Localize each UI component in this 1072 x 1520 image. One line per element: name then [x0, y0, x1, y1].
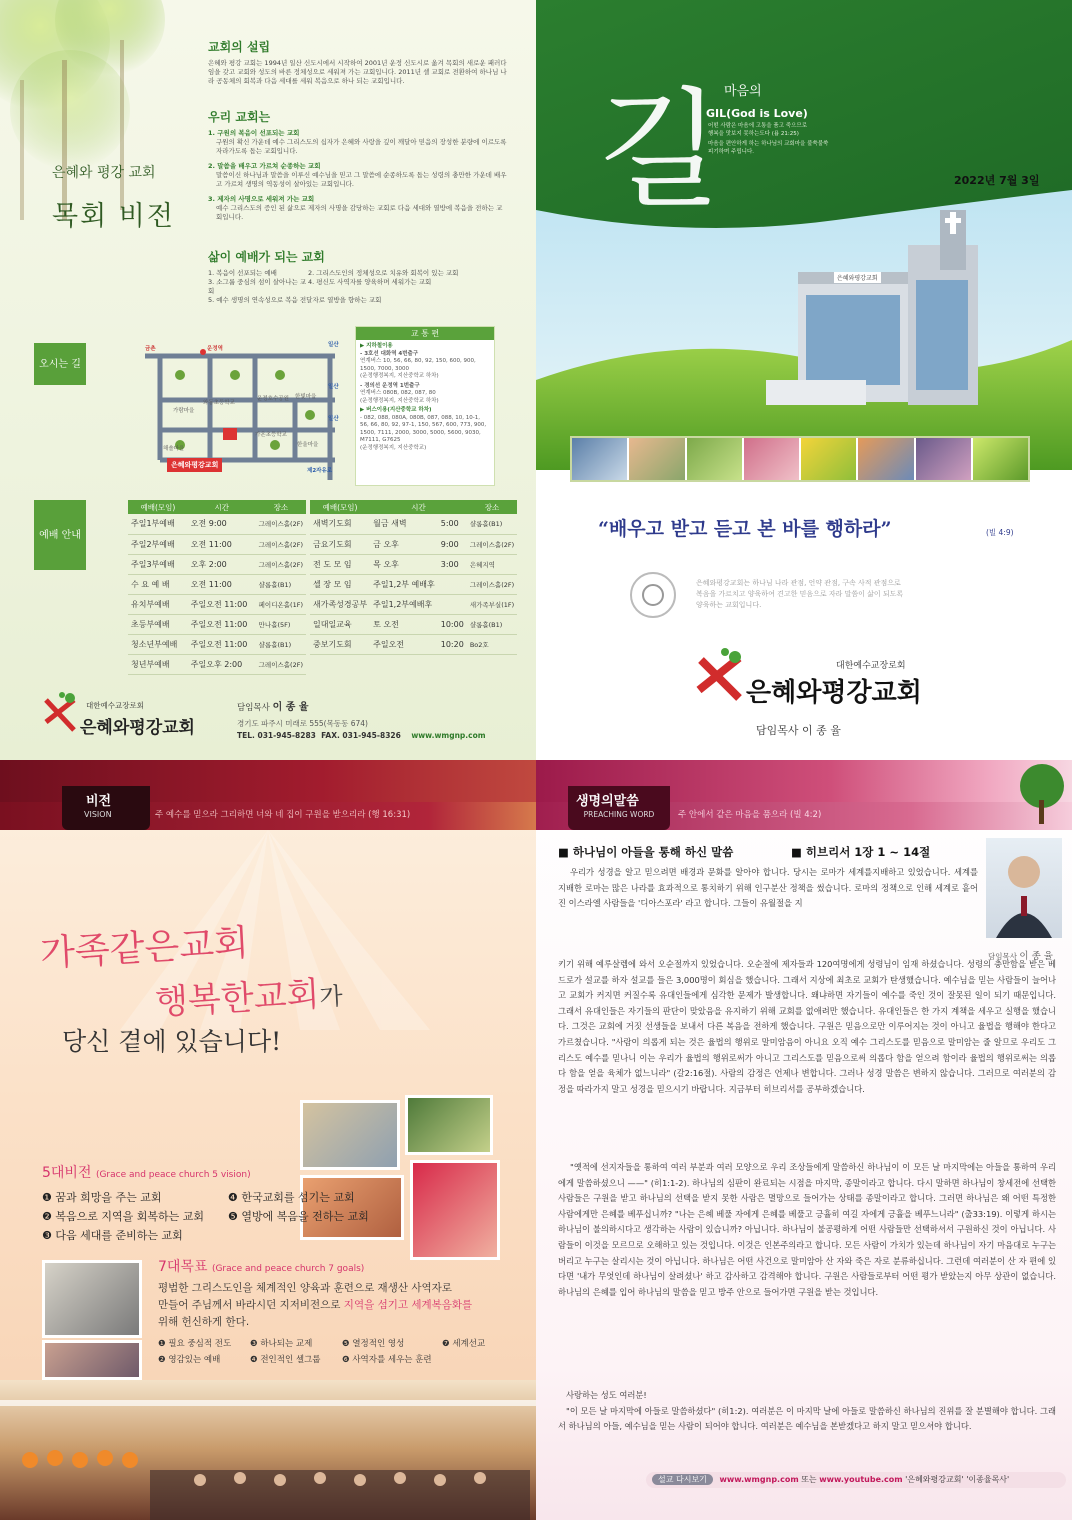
founding-body: 은혜와 평강 교회는 1994년 일산 신도시에서 시작하여 2001년 운정 신도시로 옮겨 목회의 새로운 패러다임을 갖고 교회와 성도의 바른 정체성으로 세워져 가는 교회입니다. 2011년 셀 교회로 전환하여 하나님 나라 공동체의 회복과 다음 세대를 세워 복음으로 하나 되는 교회입니다.	[208, 59, 507, 85]
service-time: 오전 9:00	[188, 514, 256, 534]
church-intro	[696, 578, 903, 611]
item-body: 예수 그리스도의 증인 된 삶으로 제자의 사명을 감당하는 교회로 다음 세대와 열방에 복음을 전하는 교회입니다.	[216, 204, 503, 221]
service-hour: 3:00	[438, 554, 467, 574]
photo	[572, 438, 627, 480]
photo-children	[410, 1160, 500, 1260]
service-row	[310, 534, 517, 554]
vision-verse: 주 예수를 믿으라 그리하면 너와 네 집이 구원을 받으리라 (행 16:31)	[155, 810, 411, 820]
replay-or: 또는	[801, 1475, 817, 1484]
five-vision-item: ❺ 열방에 복음을 전하는 교회	[228, 1210, 369, 1223]
service-name: 중보기도회	[310, 634, 370, 654]
service-row	[128, 574, 306, 594]
worship-item: 2. 그리스도인의 정체성으로 치유와 회복이 있는 교회	[308, 269, 459, 277]
worship-list	[208, 269, 518, 296]
our-church-item	[208, 129, 508, 156]
service-place: 새가족부실(1F)	[467, 594, 517, 614]
church-logo	[40, 692, 80, 736]
photo-choir	[42, 1260, 142, 1338]
sermon-body-part2	[558, 1160, 1056, 1378]
vision-panel	[0, 0, 536, 760]
cover-subtitle-line: 피기하며 주립니다.	[708, 148, 755, 155]
cover-subtitle-line: 어떤 사람은 마음에 고통을 품고 죽으므로	[708, 123, 808, 129]
sermon-greeting: 사랑하는 성도 여러분!	[566, 1390, 647, 1400]
our-church-heading: 우리 교회는	[208, 110, 271, 124]
item-body: 말씀이신 하나님과 말씀을 이루신 예수님을 믿고 그 말씀에 순종하도록 돕는 성령의 충만한 가운데 배우고 가르쳐 생명의 역동성이 살아있는 교회입니다.	[216, 171, 507, 188]
cover-denomination: 대한예수교장로회	[836, 661, 906, 671]
five-vision-item: ❷ 복음으로 지역을 회복하는 교회	[42, 1210, 204, 1223]
footer-fax: FAX. 031-945-8326	[321, 731, 401, 740]
item-body: 구원의 확신 가운데 예수 그리스도의 십자가 은혜와 사랑을 깊이 깨달아 믿음의 장성한 분량에 이르도록 자라가도록 돕는 교회입니다.	[216, 138, 507, 155]
service-row	[128, 554, 306, 574]
map	[135, 340, 350, 490]
service-name: 청년부예배	[128, 654, 188, 674]
worship-heading: 삶이 예배가 되는 교회	[208, 250, 325, 264]
service-row	[128, 614, 306, 634]
service-place: 만나홀(5F)	[256, 614, 306, 634]
replay-youtube-link[interactable]: www.youtube.com	[819, 1475, 903, 1484]
five-vision-item: ❶ 꿈과 희망을 주는 교회	[42, 1191, 162, 1204]
bulletin-date: 2022년 7월 3일	[954, 174, 1040, 187]
column-header: 시간	[188, 500, 256, 514]
service-time: 목 오후	[370, 554, 438, 574]
seven-goals-title	[158, 1256, 364, 1276]
service-row	[128, 514, 306, 534]
service-name: 금요기도회	[310, 534, 370, 554]
service-name: 전 도 모 임	[310, 554, 370, 574]
seven-body-line: 위해 헌신하게 한다.	[158, 1316, 250, 1328]
photo-worship-service	[0, 1380, 536, 1520]
seven-title: 7대목표	[158, 1259, 208, 1275]
service-name: 청소년부예배	[128, 634, 188, 654]
service-name: 새벽기도회	[310, 514, 370, 534]
founding-section	[208, 38, 508, 86]
service-time: 주일1,2부예배후	[370, 594, 438, 614]
intro-line: 은혜와평강교회는 하나님 나라 관점, 언약 관점, 구속 사적 관점으로	[696, 579, 901, 587]
worship-item: 4. 평신도 사역자를 양육하며 세워가는 교회	[308, 278, 432, 286]
transit-bus-label: ▶ 버스이용(지산중학교 하차)	[360, 407, 432, 413]
service-place: 샬롬홀(B1)	[467, 614, 517, 634]
item-title: 2. 말씀을 배우고 가르쳐 순종하는 교회	[208, 162, 321, 170]
sermon-page	[536, 760, 1072, 1520]
service-row	[310, 514, 517, 534]
sermon-verse: 주 안에서 같은 마음을 품으라 (빌 4:2)	[678, 810, 822, 820]
service-time: 주일오전 11:00	[188, 614, 256, 634]
transit-subway-label: ▶ 지하철이용	[360, 343, 393, 349]
transit-box	[355, 326, 495, 486]
sermon-body-part3	[558, 1388, 1056, 1466]
five-vision-item: ❸ 다음 세대를 준비하는 교회	[42, 1229, 183, 1242]
service-name: 새가족성경공부	[310, 594, 370, 614]
photo	[973, 438, 1028, 480]
service-place: 그레이스홀(2F)	[256, 514, 306, 534]
tree-icon	[1006, 760, 1072, 830]
footer-contact	[237, 731, 486, 740]
church-seal	[630, 572, 676, 618]
sermon-paragraph: 키기 위해 예루살렘에 와서 오순절까지 있었습니다. 오순절에 제자들과 120여명에게 성령님이 임재 하셨습니다. 성령의 충만함을 받은 베드로가 설교를 하자 설교를 들은 3,000명이 회심을 했습니다. 그래서 지상에 최초로 교회가 탄생했습니다. 예수님을 믿는 사람들이 늘어나고 교회가 커지면 커질수록 유대인들에게 심각한 문제가 발생합니다. 왜냐하면 자기들이 예수를 죽인 것이 잘못된 일이 되기 때문입니다. 그래서 유대인들은 자기들의 판단이 맞았음을 유지하기 위해 교회를 없애려만 했습니다. 유대인들은 한 가지 계책을 세우고 실행을 했습니다. 그것은 교회에 거짓 선생들을 보내서 다른 복음을 전하게 했습니다. 구원은 믿음으로만 이루어지는 것이 아니고 율법을 행해야 한다고 가르쳤습니다. "사람이 의롭게 되는 것은 율법의 행위로 말미암음이 아니요 오직 예수 그리스도를 믿음으로 말미암는 줄 알므로 우리도 그리스도 예수를 믿나니 이는 우리가 율법의 행위로써가 아니고 그리스도를 믿음으로써 의롭다 함을 얻으려 함이라 율법의 행위로써는 의롭다 함을 얻을 육체가 없느니라" (갈2:16절). 사람의 감정은 언제나 변합니다. 그러나 성경 말씀은 변하지 않습니다. 그러므로 여러분의 감정을 따라가지 말고 성경을 믿으시기 바랍니다. 지금부터 히브리서를 공부하겠습니다.	[558, 959, 1056, 1094]
service-time: 월금 새벽	[370, 514, 438, 534]
service-place: 샬롬홀(B1)	[256, 574, 306, 594]
sermon-scripture: ■ 히브리서 1장 1 ~ 14절	[791, 845, 931, 859]
motto-reference: (빌 4:9)	[986, 528, 1014, 537]
service-time: 주일오전 11:00	[188, 634, 256, 654]
transit-note: (운정행정복지, 지산중학교 하차)	[360, 397, 439, 404]
item-title: 3. 제자의 사명으로 세워져 가는 교회	[208, 195, 315, 203]
vision-subtitle: 은혜와 평강 교회	[52, 165, 156, 181]
five-vision-title	[42, 1162, 251, 1182]
transit-note: (운정행정복지, 지산중학교 하차)	[360, 373, 439, 379]
service-time: 오후 2:00	[188, 554, 256, 574]
service-hour: 5:00	[438, 514, 467, 534]
sermon-badge-title: 생명의말씀	[576, 794, 639, 809]
worship-item: 1. 복음이 선포되는 예배	[208, 269, 277, 277]
column-header: 예배(모임)	[128, 500, 188, 514]
column-header: 예배(모임)	[310, 500, 370, 514]
service-time: 주일1,2부 예배후	[370, 574, 438, 594]
motto: “배우고 받고 듣고 본 바를 행하라”	[598, 518, 892, 540]
map-label: 일산	[328, 416, 339, 422]
vision-page	[0, 760, 536, 1520]
worship-section	[208, 248, 518, 305]
photo-strip	[570, 436, 1030, 482]
service-label: 예배 안내	[34, 500, 86, 570]
service-name: 수 요 예 배	[128, 574, 188, 594]
service-place: 은혜지역	[467, 554, 517, 574]
service-hour	[438, 594, 467, 614]
pastor-label: 담임목사	[237, 703, 270, 713]
service-row	[310, 574, 517, 594]
replay-web-link[interactable]: www.wmgnp.com	[719, 1475, 799, 1484]
seven-goal-item: ❺ 열정적인 영성	[342, 1339, 405, 1349]
service-name: 유치부예배	[128, 594, 188, 614]
footer-church-name: 은혜와평강교회	[80, 718, 195, 738]
service-name: 셀 장 모 임	[310, 574, 370, 594]
five-vision-list-left	[42, 1188, 204, 1245]
map-label: 가온초등학교	[255, 432, 287, 438]
sermon-body-continued	[558, 957, 1056, 1133]
worship-item: 5. 예수 생명의 연속성으로 복음 전달자로 열방을 향하는 교회	[208, 296, 382, 304]
cover-subtitle-line: 마음을 편안하게 하는 하나님의 교회마을 불쑥불쑥	[708, 141, 829, 147]
seven-goal-item: ❼ 세계선교	[442, 1339, 486, 1349]
vision-title: 목회 비전	[52, 201, 175, 232]
sermon-paragraph: 우리가 성경을 알고 믿으려면 배경과 문화를 알아야 합니다. 당시는 로마가 세계를지배하고 있었습니다. 세계를 지배한 로마는 많은 나라를 효과적으로 통치하기 위해 인구분산 정책을 썼습니다. 로마의 정책으로 인해 세계로 흩어진 이스라엘 사람들을 '디아스포라' 라고 합니다. 그들이 유월절을 지	[558, 867, 978, 909]
service-place: 샬롬홀(B1)	[256, 634, 306, 654]
five-vision-item: ❹ 한국교회를 섬기는 교회	[228, 1191, 355, 1204]
service-place: 페이디온홀(1F)	[256, 594, 306, 614]
service-row	[310, 614, 517, 634]
cover-subtitle-text	[708, 123, 828, 156]
church-logo-large	[691, 648, 747, 704]
replay-channel: '은혜와평강교회' '이종율목사'	[905, 1475, 1010, 1484]
pastor-name: 이 종 율	[272, 702, 309, 713]
headline-happy-text: 행복한교회	[154, 974, 321, 1023]
worship-item: 3. 소그룹 중심의 섬이 살아나는 교회	[208, 278, 307, 295]
photo-group	[405, 1095, 493, 1155]
pastor-caption-name: 이 종 율	[1019, 951, 1053, 962]
photo	[801, 438, 856, 480]
headline-beside-you: 당신 곁에 있습니다!	[62, 1027, 282, 1056]
service-row	[128, 634, 306, 654]
map-label: 와동초등학교	[203, 400, 235, 406]
service-time: 금 오후	[370, 534, 438, 554]
vision-badge-en: VISION	[84, 810, 112, 819]
photo	[744, 438, 799, 480]
service-row	[128, 654, 306, 674]
service-name: 주일3부예배	[128, 554, 188, 574]
transit-line: - 3호선 대화역 4번출구	[360, 350, 419, 357]
transit-heading: 교 통 편	[356, 327, 494, 340]
map-label: 해솔마을	[163, 446, 185, 452]
map-label: 일산	[328, 342, 339, 348]
our-church-item	[208, 195, 508, 222]
service-time: 주일오전 11:00	[188, 594, 256, 614]
sermon-paragraph: "이 모든 날 마지막에 아들로 말씀하셨다" (히1:2). 여러분은 이 마지막 날에 아들로 말씀하신 하나님의 진위를 잘 분별해야 합니다. 그래서 하나님의 아들, 예수님을 믿는 사람이 되어야 합니다. 여러분은 예수님을 본받겠다고 하지 말고 믿으셔야 합니다.	[558, 1405, 1056, 1432]
service-place: 그레이스홀(2F)	[467, 534, 517, 554]
service-place: 그레이스홀(2F)	[467, 574, 517, 594]
service-place: Bo2호	[467, 634, 517, 654]
service-time: 주일오후 2:00	[188, 654, 256, 674]
service-hour	[438, 574, 467, 594]
transit-note: (운정행정복지, 지산중학교)	[360, 444, 427, 451]
five-en: (Grace and peace church 5 vision)	[95, 1170, 251, 1180]
intro-line: 양육하는 교회입니다.	[696, 601, 762, 609]
seven-goals-body	[158, 1280, 498, 1331]
map-label: 운정역	[207, 346, 223, 352]
seven-goal-item: ❸ 하나되는 교제	[250, 1339, 313, 1349]
map-label: 한울마을	[297, 442, 319, 448]
headline-family-church: 가족같은교회	[39, 922, 250, 975]
service-time: 주일오전	[370, 634, 438, 654]
service-name: 초등부예배	[128, 614, 188, 634]
service-name: 주일2부예배	[128, 534, 188, 554]
service-row	[310, 594, 517, 614]
service-hour: 10:00	[438, 614, 467, 634]
intro-line: 복음을 가르치고 양육하여 견고한 믿음으로 자라 말씀이 삶이 되도록	[696, 590, 904, 598]
service-hour: 10:20	[438, 634, 467, 654]
service-table-left	[128, 500, 306, 675]
founding-heading: 교회의 설립	[208, 40, 271, 54]
photo-congregation	[300, 1100, 400, 1170]
seven-body-line: 평범한 그리스도인을 체계적인 양육과 훈련으로 재생산 사역자로	[158, 1282, 452, 1294]
service-name: 주일1부예배	[128, 514, 188, 534]
vision-badge-title: 비전	[86, 794, 112, 809]
item-title: 1. 구원의 복음이 선포되는 교회	[208, 129, 300, 137]
service-row	[128, 594, 306, 614]
map-label: 금촌	[145, 346, 156, 352]
seven-goal-item: ❷ 영감있는 예배	[158, 1355, 221, 1365]
service-place: 그레이스홀(2F)	[256, 554, 306, 574]
seven-body-highlight: 지역을 섬기고 세계복음화를	[343, 1299, 473, 1311]
replay-bar	[646, 1472, 1066, 1488]
photo	[687, 438, 742, 480]
cover-subtitle-en: GIL(God is Love)	[706, 107, 808, 120]
service-time: 오전 11:00	[188, 534, 256, 554]
headline-happy-church	[154, 965, 344, 1024]
five-vision-list-right	[228, 1188, 369, 1226]
service-place: 그레이스홀(2F)	[256, 534, 306, 554]
church-sign: 은혜와평강교회	[834, 272, 881, 283]
service-row	[310, 634, 517, 654]
transit-bus: 연계버스 10, 56, 66, 80, 92, 150, 600, 900, 1500, 7000, 3000	[360, 358, 476, 372]
headline-suffix: 가	[318, 982, 344, 1012]
footer-address: 경기도 파주시 미래로 555(목동동 674)	[237, 719, 368, 728]
sermon-title: ■ 하나님이 아들을 통해 하신 말씀	[558, 845, 734, 859]
footer-tel: TEL. 031-945-8283	[237, 731, 316, 740]
service-row	[310, 554, 517, 574]
our-church-section	[208, 108, 508, 222]
service-time: 토 오전	[370, 614, 438, 634]
photo	[629, 438, 684, 480]
seven-goal-item: ❻ 사역자를 세우는 훈련	[342, 1355, 432, 1365]
service-name: 일대일교육	[310, 614, 370, 634]
cover-big-character: 길	[598, 76, 722, 225]
seven-goal-item: ❶ 필요 중심적 전도	[158, 1339, 232, 1349]
map-label: 한빛마을	[295, 394, 317, 400]
column-header: 장소	[256, 500, 306, 514]
map-label: 일산	[328, 384, 339, 390]
photo-members	[42, 1340, 142, 1380]
photo	[916, 438, 971, 480]
service-table-right	[310, 500, 517, 655]
pastor-caption-label: 담임목사	[988, 952, 1017, 961]
sermon-paragraph: "옛적에 선지자들을 통하여 여러 부분과 여러 모양으로 우리 조상들에게 말씀하신 하나님이 이 모든 날 마지막에는 아들을 통하여 우리에게 말씀하셨으니 ——" (히1:1-2). 하나님의 심판이 완료되는 시점을 마지막, 종말이라고 합니다. 다시 말하면 하나님이 창세전에 선택한 사람들은 구원을 받고 하나님의 선택을 받지 못한 사람은 멸망으로 들어가는 상태를 종말이라고 합니다. 그러면 하나님은 왜 어떤 특정한 사람에게만 은혜를 베푸십니까? "나는 은혜 베풀 자에게 은혜를 베풀고 긍휼히 여길 자에게 긍휼을 베푸느니라" (출33:19). 이렇게 하시는 하나님이 불의하시다고 생각하는 사람이 있습니까? 아닙니다. 하나님이 불공평하게 어떤 사람들만 선택하셔서 구원하신 것이 아닙니다. 사람들이 이것을 모르므로 오해하고 있는 것입니다. 이것은 인본주의라고 합니다. 모든 사람이 가치가 있는데 하나님이 자기 마음대로 누구는 버리고 누구는 살리시는 것이 아닙니다. 하나님은 어떤 사건으로 말미암아 산 자와 죽은 자로 분류하십니다. 그런데 여러분이 산 자 편에 있다면 '내가 무엇인데 하나님이 살려셨나' 하고 감사하고 감격해야 합니다. 구원은 사람들로부터 어떤 평가 받았는지 아무 상관이 없습니다. 하나님의 은혜를 입어 하나님의 말씀을 믿고 방주 안으로 들어가면 구원을 받는 것입니다.	[558, 1162, 1056, 1297]
cover-subtitle-small: 마음의	[724, 84, 762, 99]
transit-line: - 경의선 운정역 1번출구	[360, 382, 420, 389]
cover-panel	[536, 0, 1072, 760]
our-church-item	[208, 162, 508, 189]
transit-bus: 연계버스 080B, 082, 087, 80	[360, 390, 436, 396]
map-label: 가람마을	[173, 408, 195, 414]
sermon-badge-en: PREACHING WORD	[583, 810, 655, 819]
map-label: 운정호수공원	[257, 396, 289, 402]
sermon-body	[558, 865, 1056, 961]
footer-web-link[interactable]: www.wmgnp.com	[411, 731, 486, 740]
service-hour: 9:00	[438, 534, 467, 554]
footer-denomination: 대한예수교장로회	[86, 701, 144, 710]
transit-bus-list: - 082, 088, 080A, 080B, 087, 088, 10, 10-1, 56, 66, 80, 92, 97-1, 150, 567, 600, 773, 900, 1500, 7111, 2000, 3000, 5000, 5600, 9030, M7111, G7625	[360, 414, 487, 443]
photo	[858, 438, 913, 480]
cover-pastor: 담임목사 이 종 율	[756, 724, 841, 737]
seven-goals-list	[158, 1336, 498, 1368]
cover-church-name: 은혜와평강교회	[746, 678, 922, 708]
map-church-marker: 은혜와평강교회	[167, 458, 222, 472]
column-header: 장소	[467, 500, 517, 514]
five-title: 5대비전	[42, 1165, 92, 1181]
cover-subtitle-line: 행복을 맛보지 못하는도다 (욥 21:25)	[708, 130, 799, 137]
seven-goal-item: ❹ 전인적인 셀그룹	[250, 1355, 321, 1365]
service-place: 그레이스홀(2F)	[256, 654, 306, 674]
seven-body-line: 만들어 주님께서 바라시던 지저비전으로	[158, 1299, 341, 1311]
service-row	[128, 534, 306, 554]
map-label: 제2자유로	[307, 468, 333, 474]
footer-pastor	[237, 698, 309, 713]
replay-label: 설교 다시보기	[652, 1474, 713, 1485]
service-place: 샬롬홀(B1)	[467, 514, 517, 534]
column-header: 시간	[370, 500, 467, 514]
seven-en: (Grace and peace church 7 goals)	[211, 1264, 365, 1274]
directions-label: 오시는 길	[34, 343, 86, 385]
service-time: 오전 11:00	[188, 574, 256, 594]
